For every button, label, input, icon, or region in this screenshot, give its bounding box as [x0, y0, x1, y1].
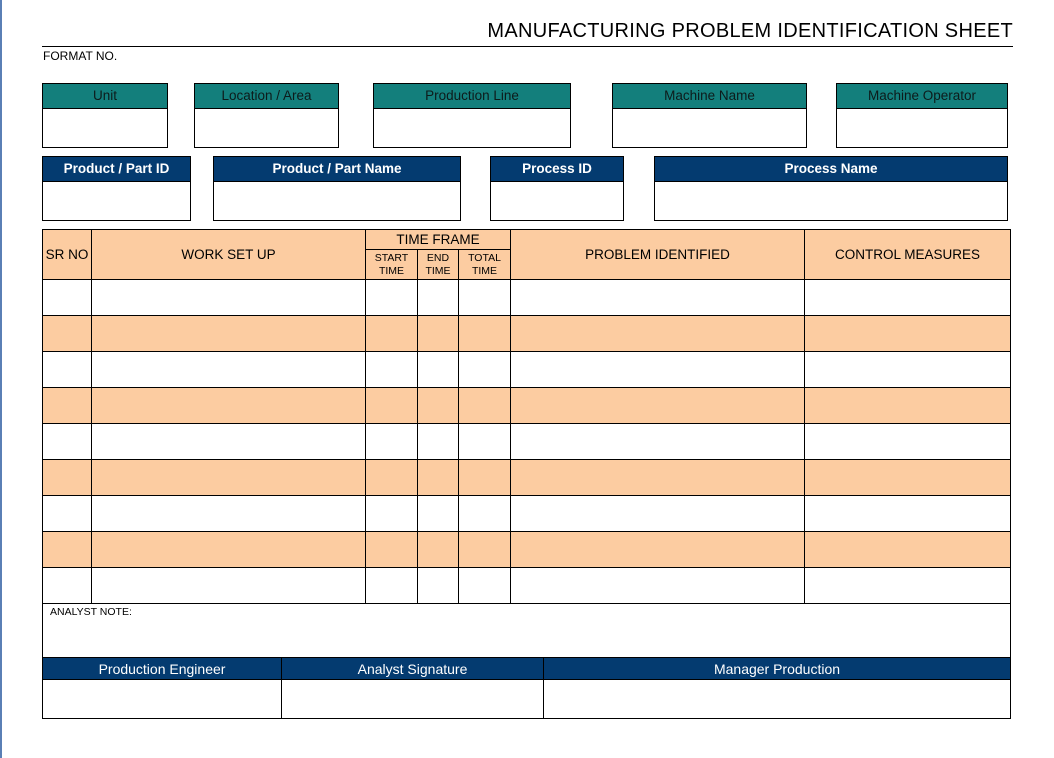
process-name-field[interactable]	[654, 156, 1008, 221]
table-cell[interactable]	[366, 460, 418, 496]
table-row	[43, 388, 1011, 424]
table-cell[interactable]	[511, 460, 805, 496]
table-cell[interactable]	[43, 568, 92, 604]
machine-name-field[interactable]	[612, 83, 807, 148]
table-cell[interactable]	[43, 460, 92, 496]
table-row	[43, 568, 1011, 604]
product-part-name-label: Product / Part Name	[214, 157, 460, 182]
total-time-header: TOTAL TIME	[459, 250, 511, 280]
table-cell[interactable]	[366, 424, 418, 460]
table-row	[43, 460, 1011, 496]
table-cell[interactable]	[43, 352, 92, 388]
table-cell[interactable]	[459, 280, 511, 316]
table-cell[interactable]	[805, 532, 1011, 568]
table-cell[interactable]	[418, 352, 459, 388]
process-id-field[interactable]	[490, 156, 624, 221]
process-name-label: Process Name	[655, 157, 1007, 182]
table-cell[interactable]	[43, 424, 92, 460]
table-cell[interactable]	[366, 388, 418, 424]
sheet-title: MANUFACTURING PROBLEM IDENTIFICATION SHEET	[487, 20, 1013, 42]
table-cell[interactable]	[92, 424, 366, 460]
table-cell[interactable]	[418, 280, 459, 316]
table-cell[interactable]	[92, 316, 366, 352]
table-cell[interactable]	[511, 424, 805, 460]
table-cell[interactable]	[511, 568, 805, 604]
product-part-name-field[interactable]	[213, 156, 461, 221]
table-cell[interactable]	[805, 568, 1011, 604]
table-cell[interactable]	[511, 388, 805, 424]
table-cell[interactable]	[459, 532, 511, 568]
machine-operator-label: Machine Operator	[837, 84, 1007, 109]
table-row	[43, 424, 1011, 460]
sr-no-header: SR NO	[43, 230, 92, 280]
table-cell[interactable]	[418, 316, 459, 352]
table-cell[interactable]	[366, 352, 418, 388]
table-cell[interactable]	[418, 568, 459, 604]
table-cell[interactable]	[805, 388, 1011, 424]
table-cell[interactable]	[805, 496, 1011, 532]
table-row	[43, 316, 1011, 352]
table-cell[interactable]	[92, 280, 366, 316]
table-cell[interactable]	[805, 316, 1011, 352]
analyst-signature-field[interactable]	[282, 680, 544, 719]
unit-field[interactable]	[42, 83, 168, 148]
table-cell[interactable]	[511, 316, 805, 352]
table-cell[interactable]	[92, 352, 366, 388]
table-cell[interactable]	[459, 316, 511, 352]
table-cell[interactable]	[511, 280, 805, 316]
table-cell[interactable]	[805, 424, 1011, 460]
table-cell[interactable]	[418, 532, 459, 568]
table-cell[interactable]	[92, 460, 366, 496]
table-cell[interactable]	[92, 568, 366, 604]
left-edge-bar	[0, 0, 2, 758]
production-engineer-signature-field[interactable]	[43, 680, 282, 719]
table-cell[interactable]	[366, 496, 418, 532]
analyst-note-label: ANALYST NOTE:	[50, 606, 132, 618]
table-cell[interactable]	[43, 532, 92, 568]
process-id-label: Process ID	[491, 157, 623, 182]
table-cell[interactable]	[511, 496, 805, 532]
manager-production-signature-field[interactable]	[544, 680, 1011, 719]
table-cell[interactable]	[805, 460, 1011, 496]
table-row	[43, 352, 1011, 388]
table-cell[interactable]	[92, 532, 366, 568]
table-cell[interactable]	[805, 352, 1011, 388]
problem-table	[42, 229, 1011, 661]
product-part-id-field[interactable]	[42, 156, 191, 221]
title-underline	[42, 46, 1013, 47]
table-cell[interactable]	[418, 496, 459, 532]
table-cell[interactable]	[366, 316, 418, 352]
table-cell[interactable]	[459, 496, 511, 532]
analyst-note-area[interactable]	[43, 604, 1011, 661]
time-frame-header: TIME FRAME	[366, 230, 511, 250]
table-cell[interactable]	[418, 388, 459, 424]
table-row	[43, 532, 1011, 568]
table-cell[interactable]	[805, 280, 1011, 316]
table-cell[interactable]	[366, 280, 418, 316]
machine-name-label: Machine Name	[613, 84, 806, 109]
production-engineer-header: Production Engineer	[43, 658, 282, 680]
table-cell[interactable]	[366, 532, 418, 568]
table-cell[interactable]	[418, 424, 459, 460]
table-cell[interactable]	[92, 496, 366, 532]
location-area-field[interactable]	[194, 83, 339, 148]
production-line-label: Production Line	[374, 84, 570, 109]
end-time-header: END TIME	[418, 250, 459, 280]
table-cell[interactable]	[43, 280, 92, 316]
table-cell[interactable]	[459, 568, 511, 604]
table-cell[interactable]	[43, 316, 92, 352]
manager-production-header: Manager Production	[544, 658, 1011, 680]
table-row	[43, 280, 1011, 316]
work-set-up-header: WORK SET UP	[92, 230, 366, 280]
table-cell[interactable]	[43, 496, 92, 532]
signature-table	[42, 657, 1011, 719]
table-cell[interactable]	[459, 352, 511, 388]
analyst-signature-header: Analyst Signature	[282, 658, 544, 680]
product-part-id-label: Product / Part ID	[43, 157, 190, 182]
table-cell[interactable]	[511, 352, 805, 388]
problem-identified-header: PROBLEM IDENTIFIED	[511, 230, 805, 280]
format-no-label: FORMAT NO.	[43, 49, 118, 63]
start-time-header: START TIME	[366, 250, 418, 280]
table-cell[interactable]	[418, 460, 459, 496]
table-cell[interactable]	[366, 568, 418, 604]
table-cell[interactable]	[511, 532, 805, 568]
production-line-field[interactable]	[373, 83, 571, 148]
table-cell[interactable]	[459, 460, 511, 496]
table-cell[interactable]	[459, 388, 511, 424]
table-cell[interactable]	[92, 388, 366, 424]
control-measures-header: CONTROL MEASURES	[805, 230, 1011, 280]
unit-label: Unit	[43, 84, 167, 109]
table-cell[interactable]	[43, 388, 92, 424]
machine-operator-field[interactable]	[836, 83, 1008, 148]
location-area-label: Location / Area	[195, 84, 338, 109]
table-cell[interactable]	[459, 424, 511, 460]
table-row	[43, 496, 1011, 532]
